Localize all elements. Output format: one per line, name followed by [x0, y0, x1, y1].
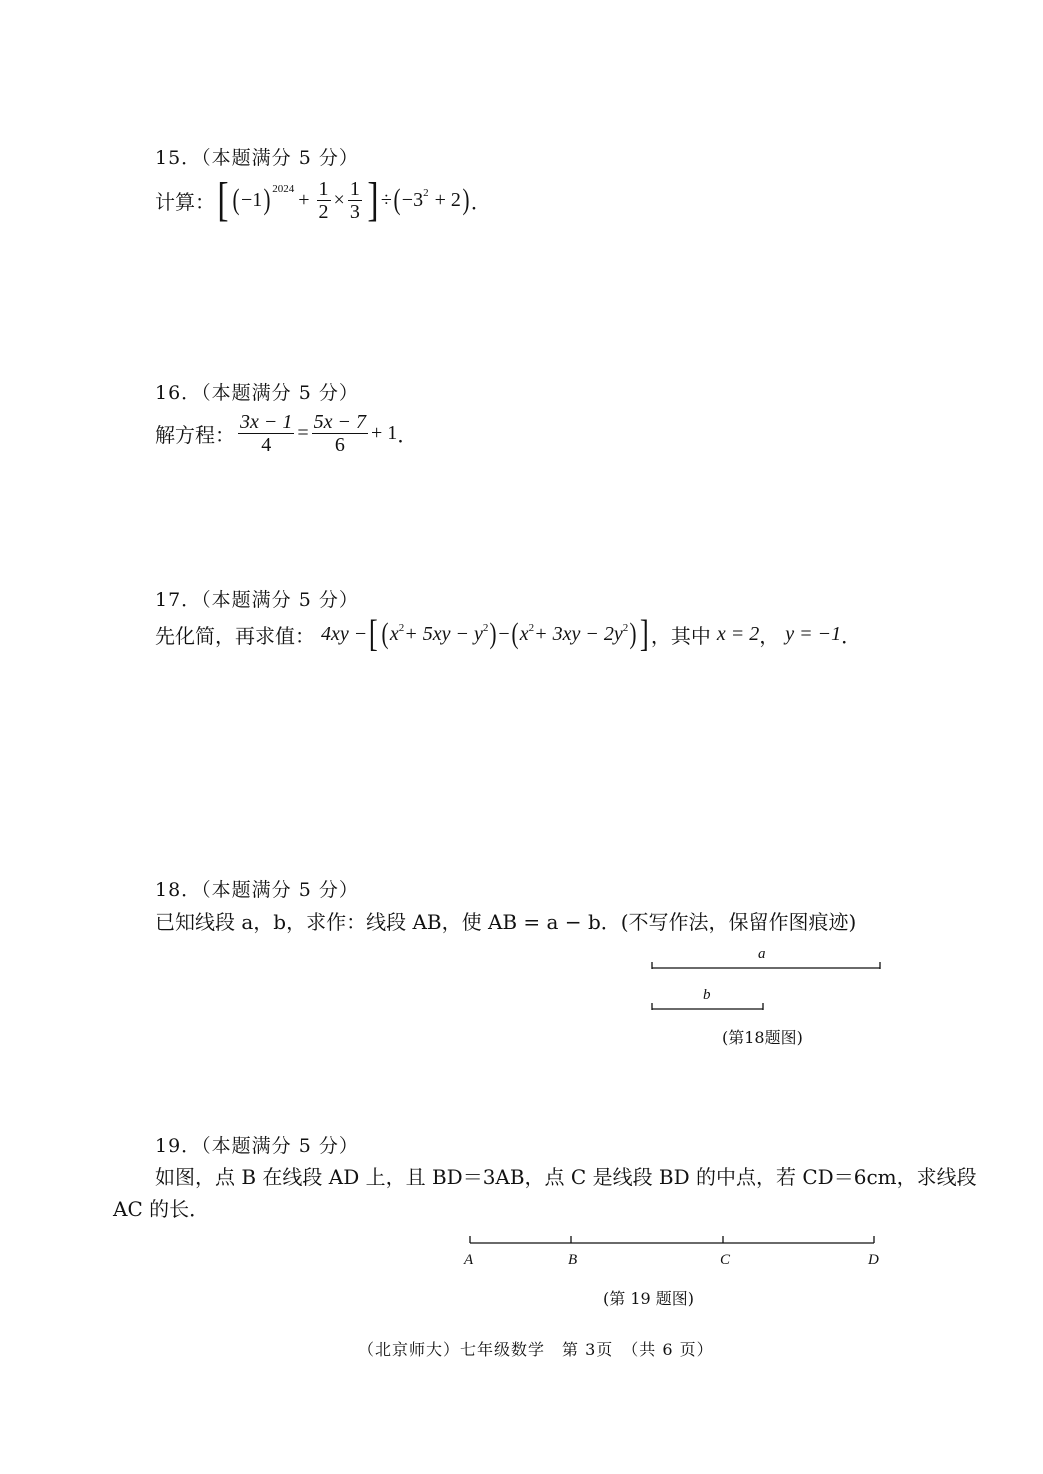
- q15-prompt: 计算：: [155, 189, 215, 214]
- q17-end: ．: [841, 623, 862, 648]
- point-D-label: D: [868, 1252, 879, 1268]
- segment-b-label: b: [703, 987, 711, 1003]
- q19-header: 19．（本题满分 5 分）: [155, 1135, 359, 1157]
- q17-expression: 4xy − [ ( x $^2$ + 5xy − y $^2$ ) − ( x $^2$ + 3xy − 2y $^2$ ) ]: [321, 613, 649, 655]
- q19-line-figure: [455, 1228, 895, 1273]
- q16-lhs-fraction: $\frac{3x - 1}{4}$: [240, 410, 293, 456]
- segment-a: [652, 946, 880, 969]
- q15-end: ．: [470, 191, 491, 214]
- page-footer: （北京师大）七年级数学 第 3页 （共 6 页）: [358, 1340, 714, 1359]
- q17-x2: x: [519, 622, 529, 645]
- q15-exponent: 2024: [272, 183, 295, 195]
- q17-where: ，其中: [650, 623, 711, 648]
- q15-square: 2: [423, 187, 429, 199]
- q17-term-4xy: 4xy −: [321, 622, 368, 645]
- q18-text: 已知线段 a，b，求作：线段 AB，使 AB = a − b．(不写作法，保留作图痕迹): [155, 910, 857, 934]
- q15-fraction-1: $\frac{1}{2}$: [318, 177, 329, 223]
- q17-term-3xy: + 3xy − 2y: [534, 622, 623, 645]
- q17-x: x: [389, 622, 399, 645]
- q17-condition-y: y = −1: [785, 622, 842, 645]
- q16-equals: =: [297, 421, 309, 444]
- q17-line: [155, 612, 861, 656]
- q15-neg-one: −1: [240, 188, 263, 211]
- q17-x2-sq: 2: [528, 622, 535, 634]
- q15-line: [155, 170, 491, 230]
- q15-plus-two: + 2: [434, 188, 461, 211]
- q15-expression: [ ( −1 ) $^{2024}$ + $\frac{1}{2}$ × $\frac{1}{3}$ ] ÷ ( −3 $^2$ + 2 ) ．: [217, 173, 491, 226]
- q18-caption: (第18题图): [722, 1028, 803, 1047]
- q15-fraction-2: $\frac{1}{3}$: [349, 177, 360, 223]
- q15-plus: +: [298, 188, 310, 211]
- q17-comma: ，: [759, 623, 780, 648]
- q16-line: [155, 405, 417, 461]
- q19-caption: (第 19 题图): [603, 1289, 695, 1308]
- q16-rhs-tail: + 1: [371, 421, 398, 444]
- q17-y2-sq: 2: [622, 622, 629, 634]
- q19-line2: AC 的长．: [113, 1197, 210, 1221]
- point-B-label: B: [568, 1252, 578, 1268]
- q16-header: 16．（本题满分 5 分）: [155, 382, 359, 404]
- q17-header: 17．（本题满分 5 分）: [155, 589, 359, 611]
- q18-segment-figure: [640, 938, 890, 1018]
- q16-equation: [235, 411, 417, 456]
- q15-neg-three: −3: [401, 188, 424, 211]
- q17-x-sq: 2: [398, 622, 405, 634]
- q16-end: ．: [397, 424, 418, 447]
- q16-prompt: 解方程：: [155, 422, 235, 447]
- q17-minus: −: [498, 622, 510, 645]
- q15-header: 15．（本题满分 5 分）: [155, 147, 359, 169]
- q15-divide: ÷: [380, 188, 392, 211]
- q17-y-sq: 2: [482, 622, 489, 634]
- q19-line1: 如图，点 B 在线段 AD 上，且 BD＝3AB，点 C 是线段 BD 的中点，若 CD＝6cm，求线段: [155, 1165, 977, 1189]
- q16-rhs-fraction: $\frac{5x - 7}{6}$: [313, 410, 367, 456]
- point-A-label: A: [464, 1252, 474, 1268]
- q18-header: 18．（本题满分 5 分）: [155, 879, 359, 901]
- q17-prompt: 先化简，再求值：: [155, 623, 315, 648]
- q17-condition-x: x = 2: [716, 622, 760, 645]
- segment-a-label: a: [758, 946, 766, 962]
- q17-term-5xy: + 5xy − y: [404, 622, 483, 645]
- point-C-label: C: [720, 1252, 731, 1268]
- segment-b: [652, 987, 763, 1010]
- q15-times: ×: [333, 188, 345, 211]
